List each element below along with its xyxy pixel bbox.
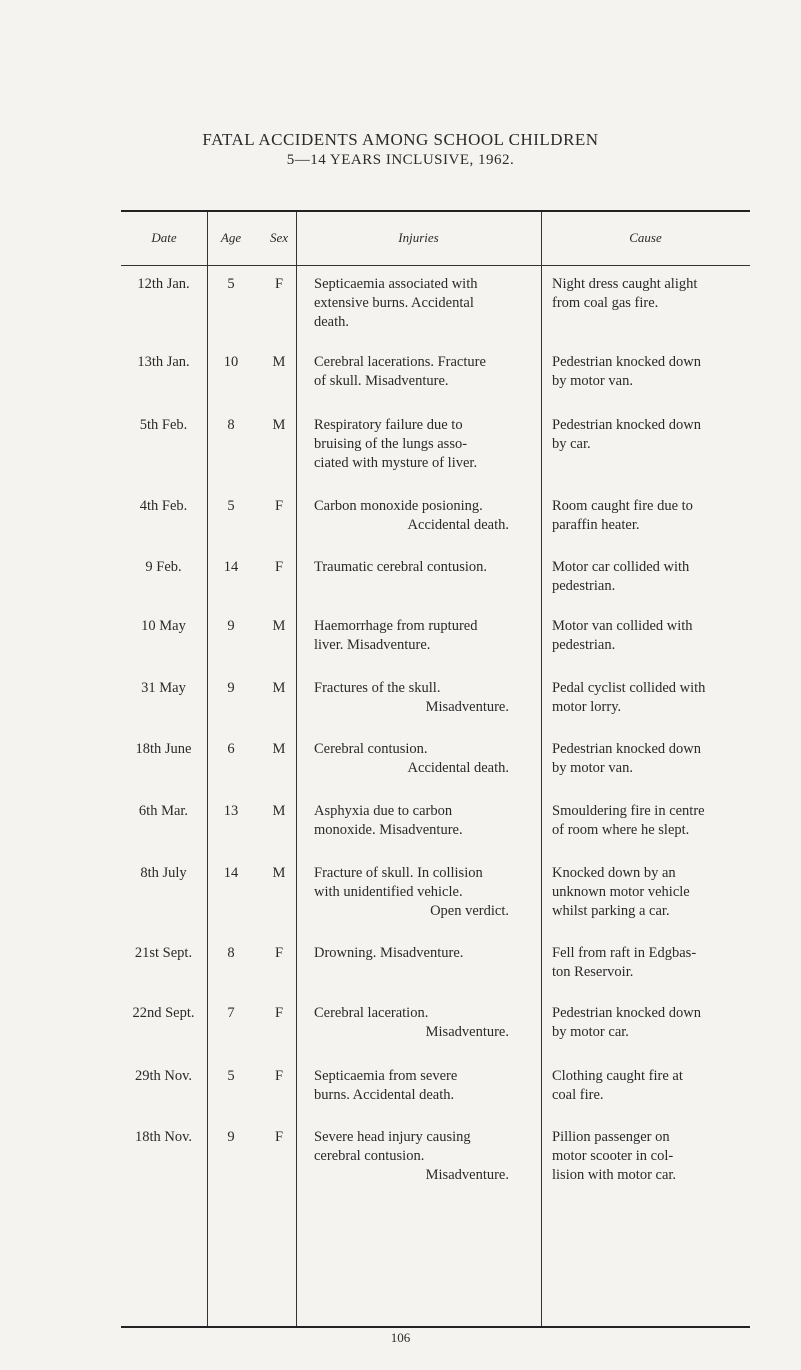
cause-line: coal fire. <box>552 1087 604 1103</box>
row-date: 31 May <box>141 680 186 696</box>
row-cause <box>552 944 742 982</box>
row-date: 5th Feb. <box>139 417 188 433</box>
injury-line: Fractures of the skull. <box>314 680 441 696</box>
cause-line: paraffin heater. <box>552 517 640 533</box>
row-injuries <box>314 740 509 778</box>
row-sex: F <box>274 498 284 514</box>
injury-line: Accidental death. <box>407 760 509 776</box>
cause-line: by car. <box>552 436 591 452</box>
row-date: 21st Sept. <box>134 945 193 961</box>
page-subtitle: 5—14 YEARS INCLUSIVE, 1962. <box>286 152 515 168</box>
injury-line: Carbon monoxide posioning. <box>314 498 483 514</box>
injury-line: with unidentified vehicle. <box>314 884 463 900</box>
row-cause <box>552 1067 742 1105</box>
header-cause: Cause <box>629 230 662 245</box>
cause-line: motor scooter in col- <box>552 1148 674 1164</box>
cause-line: Fell from raft in Edgbas- <box>552 945 697 961</box>
injury-line: Misadventure. <box>425 699 509 715</box>
cause-line: Motor van collided with <box>552 618 693 634</box>
injury-line: of skull. Misadventure. <box>314 373 449 389</box>
row-injuries <box>314 1067 509 1105</box>
row-date: 9 Feb. <box>145 559 182 575</box>
row-cause <box>552 1128 742 1185</box>
row-sex: M <box>272 417 286 433</box>
row-age: 14 <box>223 865 239 881</box>
row-cause <box>552 740 742 778</box>
row-injuries <box>314 275 509 332</box>
row-cause <box>552 679 742 717</box>
row-age: 5 <box>227 1068 235 1084</box>
cause-line: unknown motor vehicle <box>552 884 690 900</box>
row-injuries <box>314 1128 509 1185</box>
row-sex: F <box>274 945 284 961</box>
row-sex: M <box>272 680 286 696</box>
table-bottom-rule <box>121 1326 750 1328</box>
injury-line: Haemorrhage from ruptured <box>314 618 478 634</box>
cause-line: Motor car collided with <box>552 559 690 575</box>
injury-line: bruising of the lungs asso- <box>314 436 468 452</box>
cause-line: by motor car. <box>552 1024 629 1040</box>
row-date: 6th Mar. <box>138 803 189 819</box>
row-age: 6 <box>227 741 235 757</box>
row-date: 4th Feb. <box>139 498 188 514</box>
cause-line: lision with motor car. <box>552 1167 677 1183</box>
row-age: 14 <box>223 559 239 575</box>
row-sex: M <box>272 865 286 881</box>
injury-line: death. <box>314 314 350 330</box>
row-date: 18th Nov. <box>134 1129 193 1145</box>
injury-line: Misadventure. <box>425 1167 509 1183</box>
row-age: 9 <box>227 1129 235 1145</box>
injury-line: ciated with mysture of liver. <box>314 455 478 471</box>
cause-line: Pedestrian knocked down <box>552 741 701 757</box>
row-date: 10 May <box>141 618 186 634</box>
injury-line: liver. Misadventure. <box>314 637 431 653</box>
row-age: 5 <box>227 498 235 514</box>
row-injuries <box>314 679 509 717</box>
cause-line: Smouldering fire in centre <box>552 803 705 819</box>
row-date: 12th Jan. <box>137 276 190 292</box>
header-sex: Sex <box>269 230 289 245</box>
cause-line: motor lorry. <box>552 699 622 715</box>
row-date: 8th July <box>140 865 187 881</box>
cause-line: Pedestrian knocked down <box>552 1005 701 1021</box>
row-age: 8 <box>227 417 235 433</box>
injury-line: extensive burns. Accidental <box>314 295 474 311</box>
injury-line: Cerebral contusion. <box>314 741 428 757</box>
row-injuries <box>314 558 509 577</box>
row-cause <box>552 353 742 391</box>
injury-line: Asphyxia due to carbon <box>314 803 453 819</box>
row-sex: M <box>272 803 286 819</box>
injury-line: Cerebral laceration. <box>314 1005 429 1021</box>
row-injuries <box>314 353 509 391</box>
page-title: FATAL ACCIDENTS AMONG SCHOOL CHILDREN <box>202 130 599 149</box>
row-injuries <box>314 802 509 840</box>
table-header-rule <box>121 265 750 266</box>
row-date: 18th June <box>135 741 192 757</box>
cause-line: pedestrian. <box>552 578 616 594</box>
injury-line: Fracture of skull. In collision <box>314 865 483 881</box>
row-injuries <box>314 864 509 921</box>
row-cause <box>552 416 742 454</box>
row-cause <box>552 1004 742 1042</box>
column-divider <box>207 212 208 1326</box>
cause-line: of room where he slept. <box>552 822 690 838</box>
row-injuries <box>314 617 509 655</box>
injury-line: Cerebral lacerations. Fracture <box>314 354 486 370</box>
row-sex: F <box>274 1129 284 1145</box>
cause-line: Pillion passenger on <box>552 1129 670 1145</box>
row-date: 13th Jan. <box>137 354 190 370</box>
injury-line: Septicaemia from severe <box>314 1068 458 1084</box>
cause-line: whilst parking a car. <box>552 903 670 919</box>
row-sex: F <box>274 276 284 292</box>
row-cause <box>552 802 742 840</box>
injury-line: monoxide. Misadventure. <box>314 822 463 838</box>
table-top-rule <box>121 210 750 212</box>
injury-line: Misadventure. <box>425 1024 509 1040</box>
row-cause <box>552 558 742 596</box>
injury-line: Traumatic cerebral contusion. <box>314 559 488 575</box>
row-age: 10 <box>223 354 239 370</box>
cause-line: Room caught fire due to <box>552 498 693 514</box>
header-date: Date <box>151 230 177 245</box>
row-age: 7 <box>227 1005 235 1021</box>
row-injuries <box>314 944 509 963</box>
row-age: 9 <box>227 618 235 634</box>
cause-line: Clothing caught fire at <box>552 1068 683 1084</box>
injury-line: cerebral contusion. <box>314 1148 425 1164</box>
cause-line: by motor van. <box>552 373 633 389</box>
row-sex: F <box>274 1068 284 1084</box>
row-sex: M <box>272 618 286 634</box>
injury-line: Accidental death. <box>407 517 509 533</box>
row-injuries <box>314 416 509 473</box>
header-age: Age <box>220 230 242 245</box>
cause-line: ton Reservoir. <box>552 964 634 980</box>
cause-line: Pedestrian knocked down <box>552 417 701 433</box>
row-cause <box>552 275 742 313</box>
row-sex: M <box>272 741 286 757</box>
row-sex: F <box>274 1005 284 1021</box>
row-cause <box>552 617 742 655</box>
injury-line: Severe head injury causing <box>314 1129 471 1145</box>
header-injuries: Injuries <box>398 230 439 245</box>
injury-line: Respiratory failure due to <box>314 417 463 433</box>
row-sex: F <box>274 559 284 575</box>
accidents-table <box>121 210 750 1370</box>
row-sex: M <box>272 354 286 370</box>
column-divider <box>296 212 297 1326</box>
injury-line: Open verdict. <box>430 903 509 919</box>
cause-line: by motor van. <box>552 760 633 776</box>
cause-line: pedestrian. <box>552 637 616 653</box>
cause-line: Pedal cyclist collided with <box>552 680 706 696</box>
row-cause <box>552 864 742 921</box>
row-date: 29th Nov. <box>134 1068 193 1084</box>
page-number: 106 <box>390 1330 411 1345</box>
row-age: 9 <box>227 680 235 696</box>
row-cause <box>552 497 742 535</box>
row-age: 8 <box>227 945 235 961</box>
injury-line: Drowning. Misadventure. <box>314 945 464 961</box>
cause-line: from coal gas fire. <box>552 295 659 311</box>
cause-line: Night dress caught alight <box>552 276 698 292</box>
row-injuries <box>314 497 509 535</box>
row-injuries <box>314 1004 509 1042</box>
row-age: 13 <box>223 803 239 819</box>
cause-line: Pedestrian knocked down <box>552 354 701 370</box>
injury-line: Septicaemia associated with <box>314 276 478 292</box>
cause-line: Knocked down by an <box>552 865 676 881</box>
row-age: 5 <box>227 276 235 292</box>
row-date: 22nd Sept. <box>132 1005 195 1021</box>
injury-line: burns. Accidental death. <box>314 1087 455 1103</box>
column-divider <box>541 212 542 1326</box>
